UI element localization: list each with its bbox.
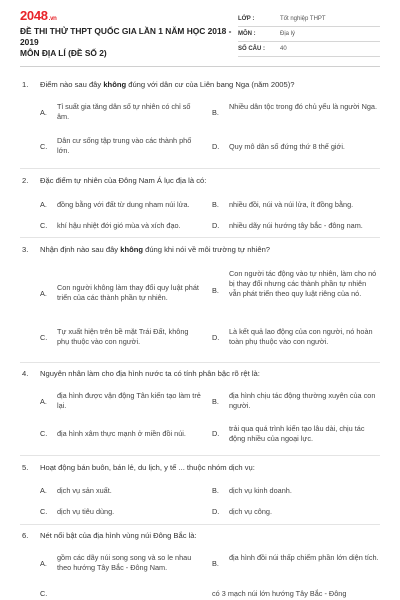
header-divider <box>20 66 380 67</box>
option-d[interactable]: D. Quy mô dân số đứng thứ 8 thế giới. <box>212 142 345 151</box>
meta-key: MÔN : <box>238 31 256 37</box>
option-a[interactable]: A. đồng bằng với đất từ dung nham núi lửa. <box>40 200 190 209</box>
option-b[interactable]: B. Con người tác động vào tự nhiên, làm cho nó bị thay đổi nhưng các thành phần tự nhiên vẫn phát triển theo quy luật riêng của nó. <box>212 269 377 298</box>
option-a[interactable]: A. Tỉ suất gia tăng dân số tự nhiên có chỉ số âm. <box>40 102 191 121</box>
option-b[interactable]: B. nhiều đồi, núi và núi lửa, ít đồng bằng. <box>212 200 354 209</box>
question-stem: 6. Nét nổi bật của địa hình vùng núi Đông Bắc là: <box>22 531 197 540</box>
meta-key: SỐ CÂU : <box>238 46 265 52</box>
option-c[interactable]: C. dịch vụ tiêu dùng. <box>40 507 115 516</box>
option-c[interactable]: C. địa hình xâm thực mạnh ở miền đồi núi. <box>40 429 186 438</box>
site-logo[interactable]: 2048.vn <box>20 8 57 23</box>
exam-title-line2: MÔN ĐỊA LÍ (ĐỀ SỐ 2) <box>20 48 107 58</box>
option-b[interactable]: B. địa hình đồi núi thấp chiếm phần lớn diện tích. <box>212 553 379 568</box>
option-d[interactable]: D. dịch vụ công. <box>212 507 272 516</box>
meta-value: Tốt nghiệp THPT <box>280 16 326 22</box>
exam-title-line1: ĐỀ THI THỬ THPT QUỐC GIA LẦN 1 NĂM HỌC 2018 - 2019 <box>20 26 232 47</box>
option-b[interactable]: B. dịch vụ kinh doanh. <box>212 486 292 495</box>
option-d[interactable]: D. trải qua quá trình kiến tạo lâu dài, chịu tác động nhiều của ngoại lực. <box>212 424 365 443</box>
question-divider <box>20 237 380 238</box>
option-a[interactable]: A. Con người không làm thay đổi quy luật phát triển của các thành phần tự nhiên. <box>40 283 199 302</box>
exam-title <box>20 26 240 59</box>
question-divider <box>20 455 380 456</box>
exam-meta <box>238 12 380 57</box>
exam-header <box>0 0 400 62</box>
option-c[interactable]: C. khí hậu nhiệt đới gió mùa và xích đạo. <box>40 221 181 230</box>
option-c-partial[interactable]: C. có 3 mạch núi lớn hướng Tây Bắc - Đông <box>40 589 347 598</box>
option-d[interactable]: D. nhiều dãy núi hướng tây bắc - đông nam. <box>212 221 363 230</box>
option-c[interactable]: C. Tự xuất hiện trên bề mặt Trái Đất, không phụ thuộc vào con người. <box>40 327 189 346</box>
option-d[interactable]: D. Là kết quả lao động của con người, nó hoàn toàn phụ thuộc vào con người. <box>212 327 373 346</box>
option-a[interactable]: A. gồm các dãy núi song song và so le nhau theo hướng Tây Bắc - Đông Nam. <box>40 553 192 572</box>
question-divider <box>20 168 380 169</box>
question-divider <box>20 524 380 525</box>
question-stem: 3. Nhận định nào sau đây không đúng khi nói về môi trường tự nhiên? <box>22 245 271 254</box>
option-b[interactable]: B. Nhiều dân tộc trong đó chủ yếu là người Nga. <box>212 102 377 117</box>
meta-value: Địa lý <box>280 31 296 37</box>
option-b[interactable]: B. địa hình chịu tác động thường xuyên của con người. <box>212 391 376 410</box>
option-c[interactable]: C. Dân cư sống tập trung vào các thành phố lớn. <box>40 136 192 155</box>
option-a[interactable]: A. địa hình được vận động Tân kiến tạo làm trẻ lại. <box>40 391 201 410</box>
option-a[interactable]: A. dịch vụ sản xuất. <box>40 486 112 495</box>
meta-row-subject <box>238 27 380 42</box>
question-stem: 5. Hoạt động bán buôn, bán lẻ, du lịch, y tế ... thuộc nhóm dịch vụ: <box>22 463 255 472</box>
question-stem: 1. Điểm nào sau đây không đúng với dân cư của Liên bang Nga (năm 2005)? <box>22 80 295 89</box>
meta-key: LỚP : <box>238 16 255 22</box>
meta-row-class <box>238 12 380 27</box>
question-divider <box>20 362 380 363</box>
meta-value: 40 <box>280 46 287 52</box>
question-stem: 4. Nguyên nhân làm cho địa hình nước ta có tính phân bậc rõ rệt là: <box>22 369 260 378</box>
meta-row-count <box>238 42 380 57</box>
question-stem: 2. Đặc điểm tự nhiên của Đông Nam Á lục địa là có: <box>22 176 207 185</box>
